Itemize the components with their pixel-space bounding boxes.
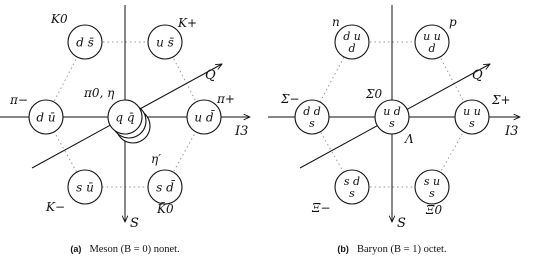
label-sigma-minus: Σ− xyxy=(281,92,300,106)
label-k0bar: K̄0 xyxy=(157,202,174,216)
baryon-node-p xyxy=(415,25,449,59)
label-sigma0: Σ0 xyxy=(366,87,383,101)
label-kminus: K− xyxy=(46,200,66,214)
svg-text:s d: s d xyxy=(343,175,361,188)
label-sigma-plus: Σ+ xyxy=(492,93,511,107)
baryon-octet-diagram xyxy=(268,5,520,256)
label-pi0-eta: π0, η xyxy=(84,86,115,100)
baryon-axis-i3-label: I3 xyxy=(505,124,519,139)
svg-text:s u: s u xyxy=(423,175,441,188)
svg-text:s: s xyxy=(389,117,395,130)
label-k0: K0 xyxy=(51,12,68,26)
svg-text:s: s xyxy=(469,117,475,130)
svg-text:u u: u u xyxy=(463,105,481,118)
label-p: p xyxy=(449,15,457,29)
baryon-node-sigma-minus xyxy=(295,100,329,134)
svg-text:u u: u u xyxy=(423,30,441,43)
meson-node-ds xyxy=(68,25,102,59)
meson-caption: (a) Meson (B = 0) nonet. xyxy=(70,244,180,255)
svg-text:s: s xyxy=(429,187,435,200)
baryon-axis-s-label: S xyxy=(397,216,406,231)
baryon-axis-q-label: Q xyxy=(472,68,483,83)
svg-text:u s̄: u s̄ xyxy=(156,35,174,50)
baryon-node-xi0 xyxy=(415,170,449,204)
meson-axis-i3-label: I3 xyxy=(235,124,249,139)
baryon-node-xi-minus xyxy=(335,170,369,204)
svg-text:q q̄: q q̄ xyxy=(115,110,135,125)
svg-text:d d: d d xyxy=(303,105,321,118)
meson-node-us xyxy=(148,25,182,59)
label-xi-minus: Ξ− xyxy=(312,201,331,215)
meson-node-su xyxy=(68,170,102,204)
svg-text:d u: d u xyxy=(343,30,361,43)
svg-text:d s̄: d s̄ xyxy=(76,35,94,50)
svg-text:s: s xyxy=(349,187,355,200)
meson-nonet-diagram xyxy=(0,5,250,256)
label-lambda: Λ xyxy=(405,132,414,146)
label-etaprime: η′ xyxy=(151,152,161,166)
meson-axis-q-label: Q xyxy=(205,68,216,83)
label-n: n xyxy=(332,15,340,29)
baryon-node-center xyxy=(375,100,409,134)
meson-node-ud xyxy=(187,100,221,134)
baryon-node-n xyxy=(335,25,369,59)
baryon-node-sigma-plus xyxy=(455,100,489,134)
svg-text:u d: u d xyxy=(383,105,401,118)
baryon-caption: (b) Baryon (B = 1) octet. xyxy=(337,244,447,255)
svg-text:d ū: d ū xyxy=(36,110,56,125)
meson-axis-s-label: S xyxy=(130,216,139,231)
svg-text:s d̄: s d̄ xyxy=(156,180,174,195)
meson-node-sd xyxy=(148,170,182,204)
svg-text:d: d xyxy=(428,42,436,55)
meson-node-du xyxy=(29,100,63,134)
label-piminus: π− xyxy=(10,93,28,107)
svg-text:s: s xyxy=(309,117,315,130)
label-xi0: Ξ0 xyxy=(426,203,443,217)
svg-text:s ū: s ū xyxy=(76,180,94,195)
label-kplus: K+ xyxy=(178,16,198,30)
svg-text:u d̄: u d̄ xyxy=(194,110,214,125)
label-piplus: π+ xyxy=(217,92,235,106)
svg-text:d: d xyxy=(348,42,356,55)
